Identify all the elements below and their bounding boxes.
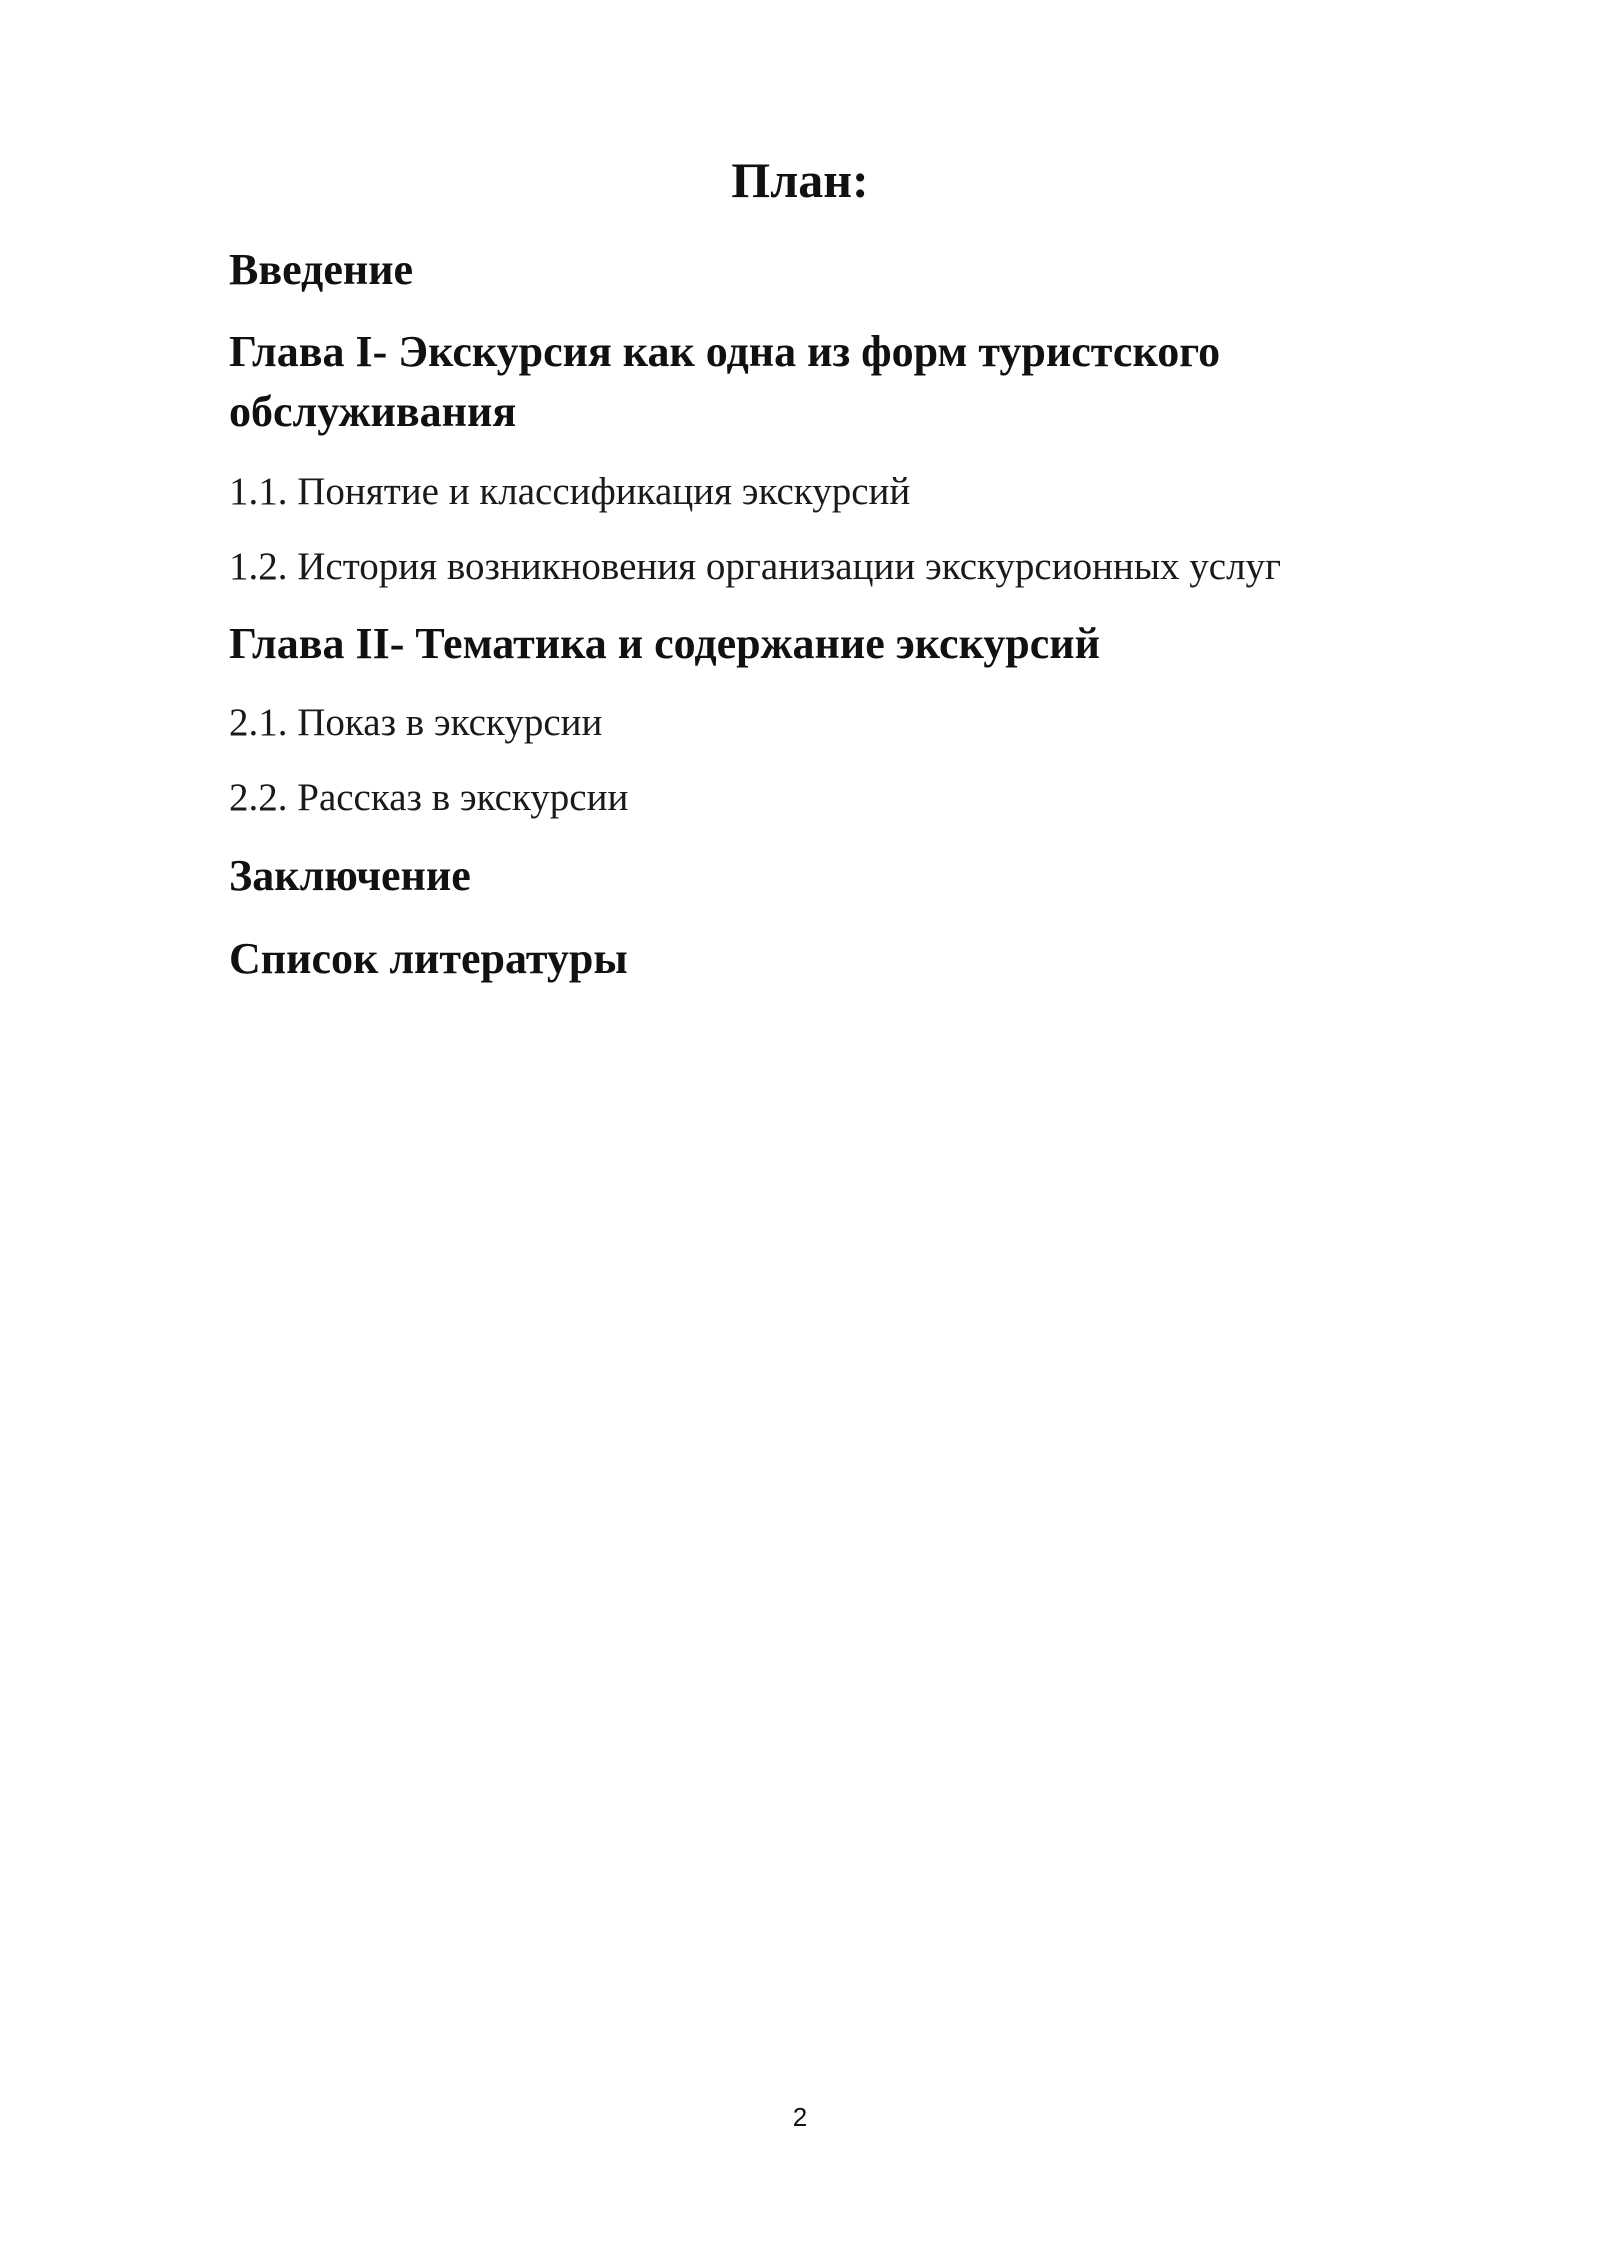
page-title: План:: [731, 152, 869, 208]
toc-section-1-1: 1.1. Понятие и классификация экскурсий: [229, 470, 911, 513]
table-of-contents: [229, 240, 1429, 300]
conclusion-block: [229, 846, 1429, 906]
chapter-2: [229, 614, 1429, 674]
chapter-2-sections-2: [229, 773, 1429, 823]
references-block: [229, 929, 1429, 989]
toc-section-2-2: 2.2. Рассказ в экскурсии: [229, 776, 629, 819]
toc-item-references: Список литературы: [229, 934, 628, 983]
chapter-1-title-line1: Глава I- Экскурсия как одна из форм туристского: [229, 327, 1221, 376]
chapter-1: [229, 322, 1429, 442]
toc-item-conclusion: Заключение: [229, 851, 471, 900]
toc-section-1-2: 1.2. История возникновения организации экскурсионных услуг: [229, 545, 1282, 588]
chapter-1-sections-2: [229, 542, 1429, 592]
chapter-1-sections: [229, 467, 1429, 517]
chapter-2-sections: [229, 698, 1429, 748]
chapter-1-title-line2: обслуживания: [229, 387, 517, 436]
chapter-2-title: Глава II- Тематика и содержание экскурсий: [229, 619, 1100, 668]
toc-section-2-1: 2.1. Показ в экскурсии: [229, 701, 603, 744]
page-number: 2: [792, 2102, 808, 2132]
toc-item-intro: Введение: [229, 245, 414, 294]
